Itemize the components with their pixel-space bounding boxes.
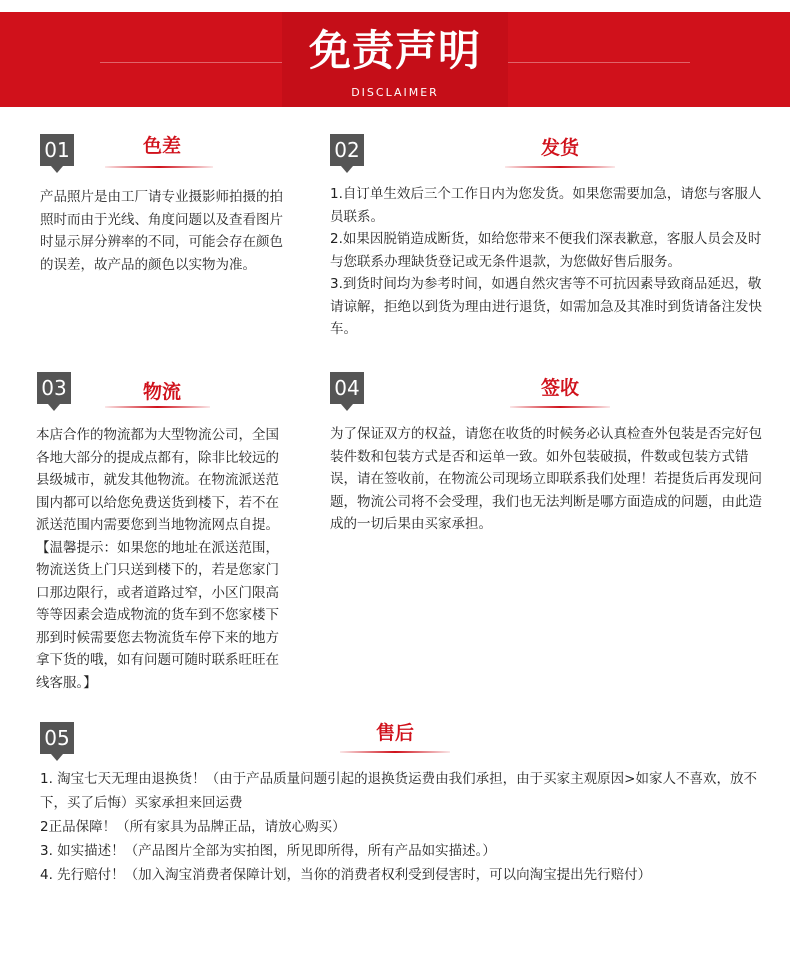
paragraph: 4. 先行赔付！（加入淘宝消费者保障计划，当你的消费者权利受到侵害时，可以向淘宝提出先行赔付）: [40, 867, 652, 883]
section-underline: [505, 166, 615, 168]
paragraph: 3.到货时间均为参考时间，如遇自然灾害等不可抗因素导致商品延迟，敬请谅解，拒绝以到货为理由进行退货，如需加急及其准时到货请备注发快车。: [330, 276, 762, 337]
section-body-logistics: [36, 424, 288, 694]
section-number-badge: 03: [37, 372, 71, 404]
section-body-color-difference: [40, 186, 285, 276]
paragraph: 产品照片是由工厂请专业摄影师拍摄的拍照时而由于光线、角度问题以及查看图片时显示屏分辨率的不同，可能会存在颜色的误差，故产品的颜色以实物为准。: [40, 189, 283, 273]
section-underline: [340, 751, 450, 753]
section-title: 签收: [540, 377, 579, 399]
paragraph: 2正品保障！（所有家具为品牌正品，请放心购买）: [40, 819, 346, 835]
section-title: 售后: [375, 722, 414, 744]
page-title: 免责声明: [308, 26, 481, 75]
paragraph: 1.自订单生效后三个工作日内为您发货。如果您需要加急，请您与客服人员联系。: [330, 186, 762, 225]
section-number-badge: 05: [40, 722, 74, 754]
section-underline: [105, 166, 213, 168]
paragraph: 1. 淘宝七天无理由退换货！（由于产品质量问题引起的退换货运费由我们承担，由于买家主观原因>如家人不喜欢，放不下，买了后悔）买家承担来回运费: [40, 771, 757, 811]
paragraph: 为了保证双方的权益，请您在收货的时候务必认真检查外包装是否完好包装件数和包装方式是否和运单一致。如外包装破损，件数或包装方式错误，请在签收前，在物流公司现场立即联系我们处理！若提货后再发现问题，物流公司将不会受理，我们也无法判断是哪方面造成的问题，由此造成的一切后果由买家承担。: [330, 426, 762, 532]
section-underline: [510, 406, 610, 408]
section-number-badge: 04: [330, 372, 364, 404]
section-body-after-sales: [40, 767, 760, 887]
section-number-badge: 01: [40, 134, 74, 166]
section-body-receipt: [330, 423, 770, 536]
paragraph: 3. 如实描述！（产品图片全部为实拍图，所见即所得，所有产品如实描述。）: [40, 843, 496, 859]
section-number-badge: 02: [330, 134, 364, 166]
section-underline: [105, 406, 210, 408]
section-title: 色差: [142, 135, 181, 157]
section-body-shipping: [330, 183, 765, 341]
section-title: 物流: [142, 381, 181, 403]
page-subtitle: DISCLAIMER: [351, 86, 439, 99]
paragraph: 【温馨提示：如果您的地址在派送范围，物流送货上门只送到楼下的，若是您家门口那边限行，或者道路过窄，小区门限高等等因素会造成物流的货车到不您家楼下那到时候需要您去物流货车停下来的地方拿下货的哦，如有问题可随时联系旺旺在线客服。】: [36, 539, 279, 691]
paragraph: 本店合作的物流都为大型物流公司，全国各地大部分的提成点都有，除非比较远的县级城市，就发其他物流。在物流派送范围内都可以给您免费送货到楼下，若不在派送范围内需要您到当地物流网点自提。: [36, 427, 279, 533]
paragraph: 2.如果因脱销造成断货，如给您带来不便我们深表歉意，客服人员会及时与您联系办理缺货登记或无条件退款，为您做好售后服务。: [330, 231, 762, 270]
section-title: 发货: [540, 137, 579, 159]
